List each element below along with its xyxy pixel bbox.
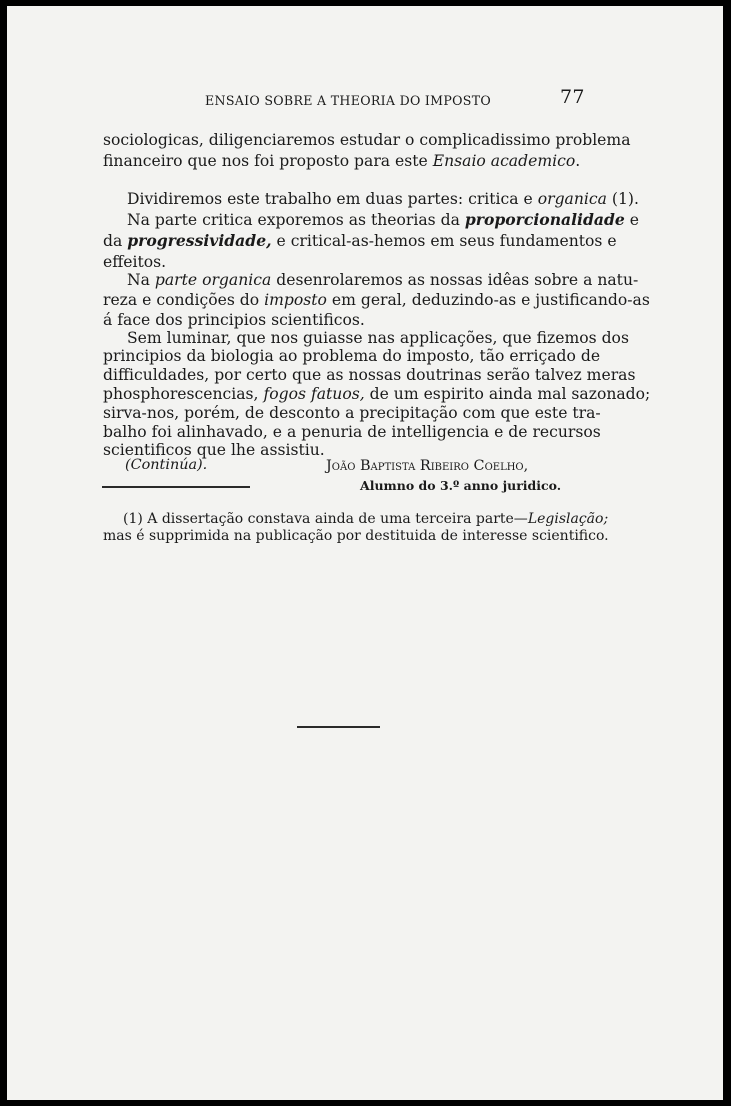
body-line: Na parte organica desenrolaremos as nossas idêas sobre a natu- (127, 271, 639, 289)
body-line: phosphorescencias, fogos fatuos, de um espirito ainda mal sazonado; (103, 385, 651, 403)
page-number: 77 (560, 86, 585, 108)
author-role: Alumno do 3.º anno juridico. (360, 478, 562, 493)
book-page (7, 6, 723, 1100)
footnote-line: (1) A dissertação constava ainda de uma terceira parte—Legislação; (123, 511, 609, 527)
end-rule (297, 726, 380, 728)
body-line: sirva-nos, porém, de desconto a precipitação com que este tra- (103, 404, 601, 422)
author-name: João Baptista Ribeiro Coelho, (326, 458, 529, 474)
body-line: scientificos que lhe assistiu. (103, 441, 325, 459)
body-line: Dividiremos este trabalho em duas partes: critica e organica (1). (127, 190, 639, 208)
body-line: á face dos principios scientificos. (103, 311, 365, 329)
continua-note: (Continúa). (125, 457, 208, 473)
body-line: Sem luminar, que nos guiasse nas applicações, que fizemos dos (127, 329, 629, 347)
body-line: da progressividade, e critical-as-hemos em seus fundamentos e (103, 231, 617, 250)
footnote-separator (102, 486, 250, 488)
body-line: Na parte critica exporemos as theorias da proporcionalidade e (127, 210, 639, 229)
body-line: difficuldades, por certo que as nossas doutrinas serão talvez meras (103, 366, 636, 384)
body-line: balho foi alinhavado, e a penuria de intelligencia e de recursos (103, 423, 601, 441)
body-line: financeiro que nos foi proposto para este Ensaio academico. (103, 152, 581, 170)
body-line: sociologicas, diligenciaremos estudar o complicadissimo problema (103, 131, 631, 149)
body-line: reza e condições do imposto em geral, deduzindo-as e justificando-as (103, 291, 650, 309)
running-title: ENSAIO SOBRE A THEORIA DO IMPOSTO (205, 93, 492, 108)
body-line: principios da biologia ao problema do imposto, tão erriçado de (103, 347, 601, 365)
body-line: effeitos. (103, 253, 167, 271)
footnote-line: mas é supprimida na publicação por destituida de interesse scientifico. (103, 528, 609, 544)
